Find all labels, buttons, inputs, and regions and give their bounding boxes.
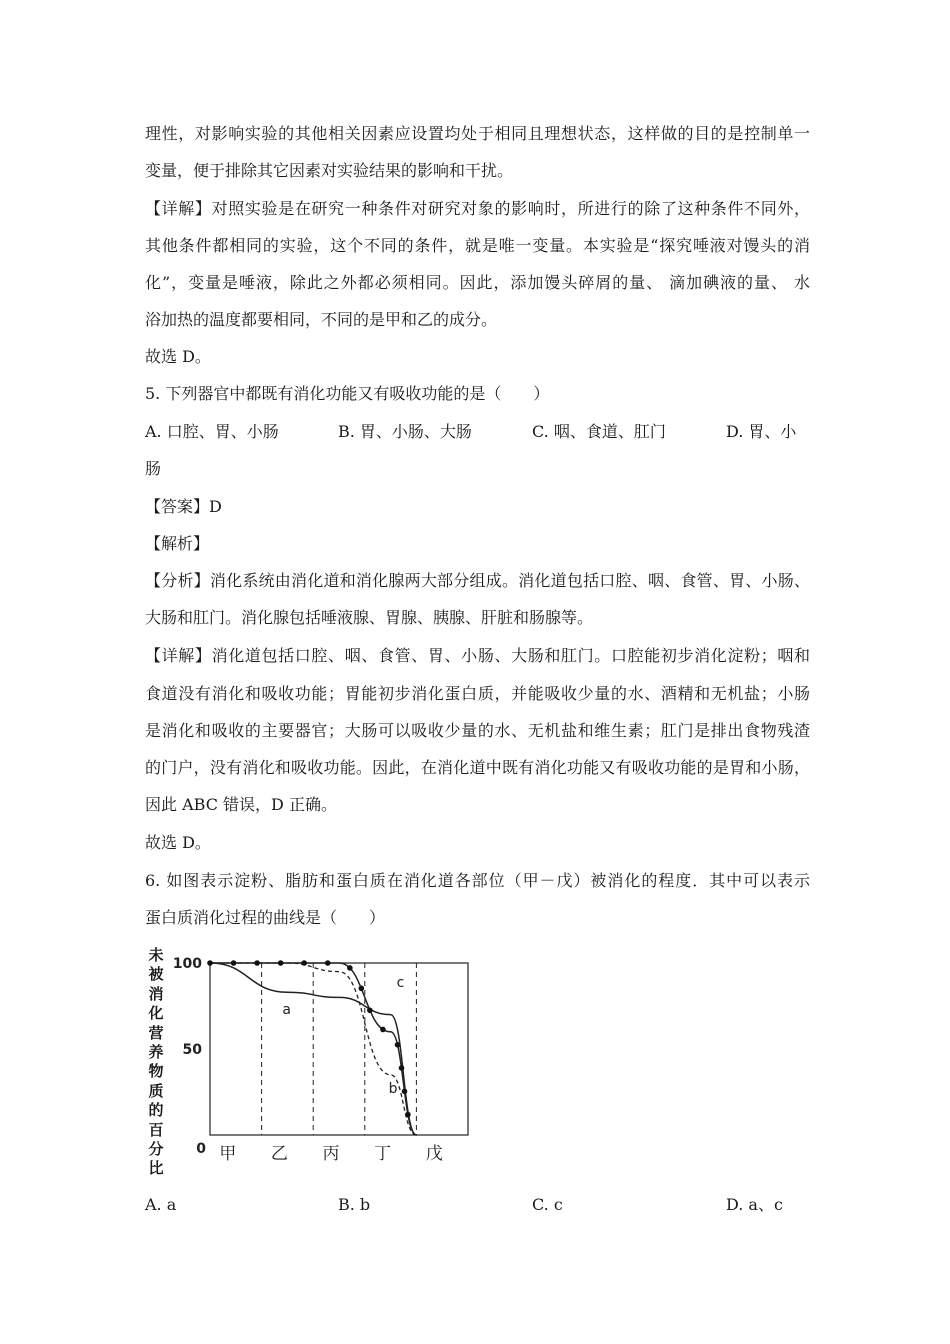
q5-conclusion: 故选 D。 xyxy=(145,833,211,852)
q5-detail-line-1: 【详解】消化道包括口腔、咽、食管、胃、小肠、大肠和肛门。口腔能初步消化淀粉；咽和 xyxy=(145,646,810,665)
series-b-label: b xyxy=(388,1080,398,1097)
q5-option-d-wrap: 肠 xyxy=(145,459,162,478)
q5-option-c: C. 咽、食道、肛门 xyxy=(532,422,666,441)
q5-detail-line-5: 因此 ABC 错误，D 正确。 xyxy=(145,795,337,814)
q5-detail-line-2: 食道没有消化和吸收功能；胃能初步消化蛋白质，并能吸收少量的水、酒精和无机盐；小肠 xyxy=(145,684,810,703)
x-category-label: 丙 xyxy=(322,1144,340,1164)
text-line-6: 浴加热的温度都要相同，不同的是甲和乙的成分。 xyxy=(145,310,498,329)
text-line-2: 变量，便于排除其它因素对实验结果的影响和干扰。 xyxy=(145,161,514,180)
x-category-label: 丁 xyxy=(374,1144,392,1164)
q6-option-c: C. c xyxy=(532,1195,563,1214)
series-c-marker xyxy=(347,965,353,971)
text-line-3: 【详解】对照实验是在研究一种条件对研究对象的影响时，所进行的除了这种条件不同外， xyxy=(145,199,810,218)
q5-option-b: B. 胃、小肠、大肠 xyxy=(338,422,472,441)
series-c-label: c xyxy=(396,975,405,991)
q5-answer: 【答案】D xyxy=(145,497,222,516)
q5-detail-line-4: 的门户，没有消化和吸收功能。因此，在消化道中既有消化功能又有吸收功能的是胃和小肠， xyxy=(145,758,810,777)
question-5-options xyxy=(145,422,810,442)
text-line-7: 故选 D。 xyxy=(145,347,211,366)
series-c-marker xyxy=(399,1065,405,1071)
question-6-stem-1: 6. 如图表示淀粉、脂肪和蛋白质在消化道各部位（甲－戊）被消化的程度．其中可以表示 xyxy=(145,871,810,890)
series-c-marker xyxy=(395,1042,401,1048)
question-6-options xyxy=(145,1195,810,1215)
series-c-marker xyxy=(325,960,331,966)
q6-option-b: B. b xyxy=(338,1195,371,1214)
series-c-marker xyxy=(207,960,213,966)
series-c-marker xyxy=(231,960,237,966)
series-c-marker xyxy=(380,1027,386,1033)
q6-option-d: D. a、c xyxy=(726,1195,783,1214)
series-c-marker xyxy=(367,1007,373,1013)
question-6-stem-2: 蛋白质消化过程的曲线是（ ） xyxy=(145,908,386,927)
digestion-chart xyxy=(145,940,475,1180)
question-5-stem: 5. 下列器官中都既有消化功能又有吸收功能的是（ ） xyxy=(145,384,550,403)
text-line-1: 理性，对影响实验的其他相关因素应设置均处于相同且理想状态，这样做的目的是控制单一 xyxy=(145,124,810,143)
text-line-5: 化”，变量是唾液，除此之外都必须相同。因此，添加馒头碎屑的量、 滴加碘液的量、 水 xyxy=(145,273,810,292)
text-line-4: 其他条件都相同的实验，这个不同的条件，就是唯一变量。本实验是“探究唾液对馒头的消 xyxy=(145,236,810,255)
series-c-marker xyxy=(301,960,307,966)
series-c-marker xyxy=(254,960,260,966)
q5-analysis-line-1: 【分析】消化系统由消化道和消化腺两大部分组成。消化道包括口腔、咽、食管、胃、小肠、 xyxy=(145,571,810,590)
series-a-label: a xyxy=(282,1002,291,1019)
series-c-marker xyxy=(405,1112,411,1118)
q5-option-a: A. 口腔、胃、小肠 xyxy=(145,422,279,441)
y-tick-label: 0 xyxy=(196,1141,206,1157)
chart-svg xyxy=(145,940,475,1180)
q6-option-a: A. a xyxy=(145,1195,177,1214)
plot-frame xyxy=(210,963,468,1135)
q5-detail-line-3: 是消化和吸收的主要器官；大肠可以吸收少量的水、无机盐和维生素；肛门是排出食物残渣 xyxy=(145,721,810,740)
x-category-label: 甲 xyxy=(219,1144,237,1164)
series-c-marker xyxy=(278,960,284,966)
x-category-label: 乙 xyxy=(270,1144,288,1164)
y-axis-label: 未被消化营养物质的百分比 xyxy=(148,946,164,1178)
x-category-label: 戊 xyxy=(425,1144,443,1164)
series-c-marker xyxy=(359,986,365,992)
q5-analysis-heading: 【解析】 xyxy=(145,534,210,553)
q5-analysis-line-2: 大肠和肛门。消化腺包括唾液腺、胃腺、胰腺、肝脏和肠腺等。 xyxy=(145,608,594,627)
series-c-marker xyxy=(402,1089,408,1095)
q5-option-d: D. 胃、小 xyxy=(726,422,797,441)
y-tick-label: 100 xyxy=(172,956,202,972)
y-tick-label: 50 xyxy=(182,1042,202,1058)
